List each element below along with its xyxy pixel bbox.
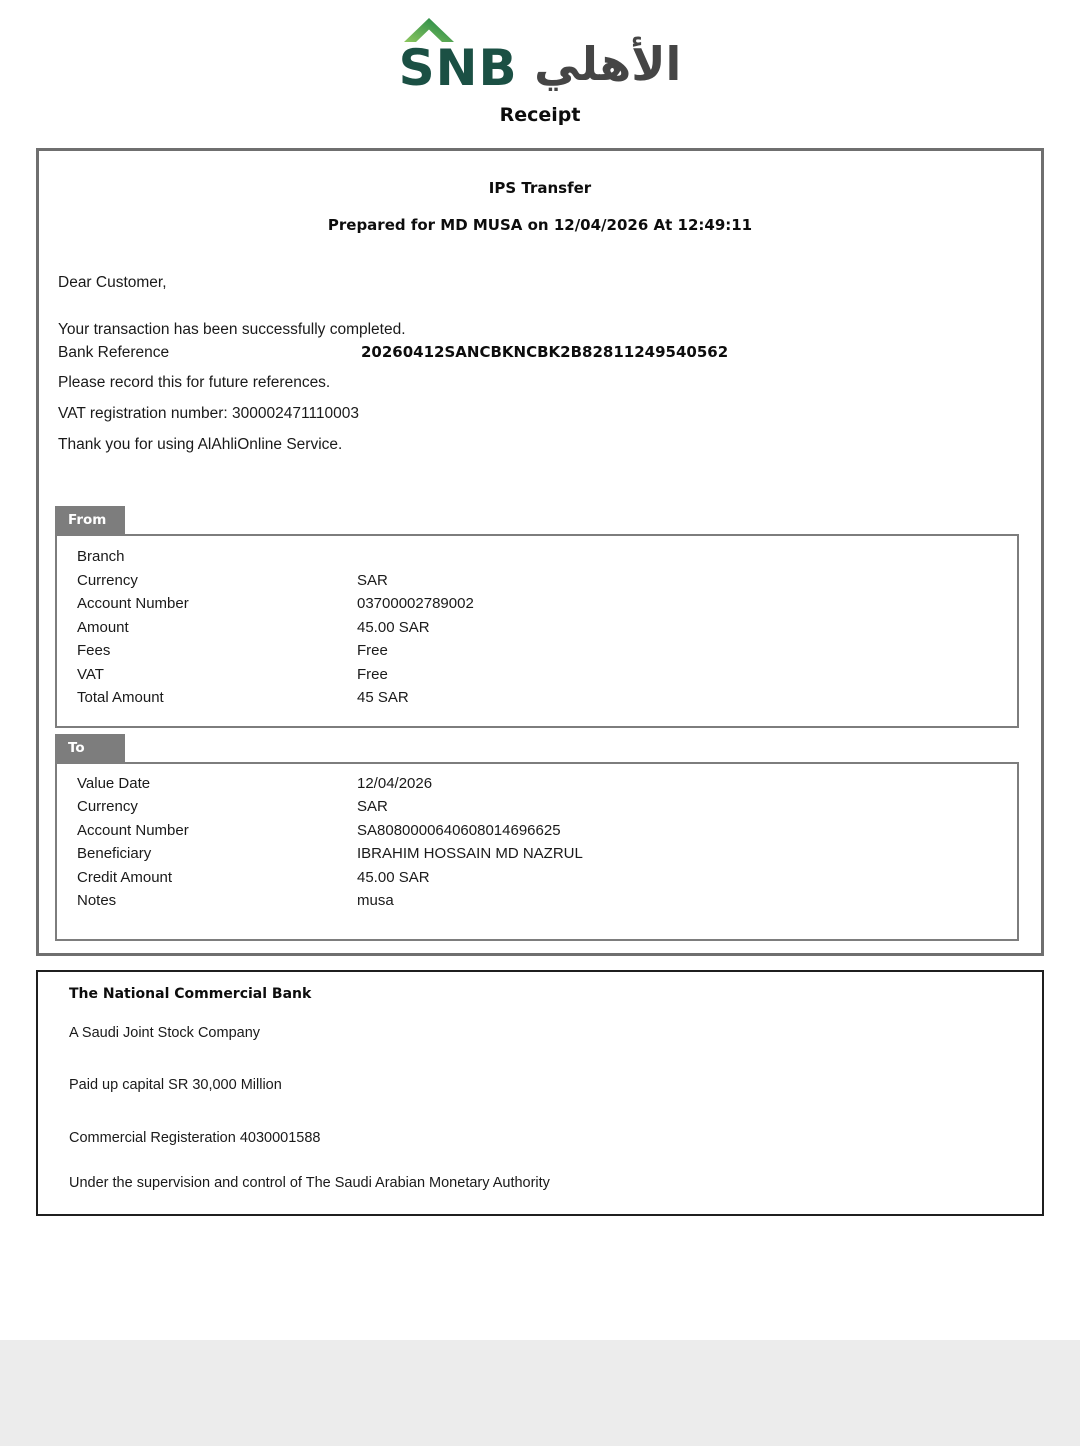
record-reminder-text: Please record this for future references. [58, 374, 331, 391]
field-label: Notes [77, 892, 117, 909]
field-label: Branch [77, 548, 125, 565]
thank-you-text: Thank you for using AlAhliOnline Service. [58, 436, 343, 453]
field-label: Credit Amount [77, 868, 173, 886]
from-section-box [55, 534, 1019, 728]
field-value: 45 SAR [357, 689, 409, 706]
field-label: Currency [77, 798, 138, 815]
vat-registration-text: VAT registration number: 300002471110003 [58, 405, 360, 422]
alahli-arabic-logo-text: الأهلي [534, 37, 682, 91]
field-value: 45.00 SAR [357, 618, 430, 636]
from-row-amount [57, 616, 1017, 640]
supervision-line: Under the supervision and control of The Saudi Arabian Monetary Authority [69, 1175, 550, 1191]
prepared-for-line: Prepared for MD MUSA on 12/04/2026 At 12:49:11 [327, 216, 753, 234]
bank-reference-label: Bank Reference [58, 344, 170, 361]
field-value [357, 545, 1017, 569]
field-value: Free [357, 665, 388, 683]
greeting-text: Dear Customer, [58, 274, 167, 291]
field-value: IBRAHIM HOSSAIN MD NAZRUL [357, 845, 583, 862]
to-row-notes [57, 889, 1017, 913]
to-row-account-number [57, 819, 1017, 843]
bank-reference-value: 20260412SANCBKNCBK2B82811249540562 [361, 343, 729, 361]
to-section-box [55, 762, 1019, 941]
receipt-main-box [36, 148, 1044, 956]
field-label: Total Amount [77, 689, 164, 706]
paid-up-capital-line: Paid up capital SR 30,000 Million [69, 1077, 282, 1093]
field-label: Amount [77, 618, 129, 636]
snb-bank-logo [398, 16, 682, 97]
to-row-beneficiary [57, 842, 1017, 866]
to-row-credit-amount [57, 866, 1017, 890]
bank-legal-info-box [36, 970, 1044, 1216]
from-row-vat [57, 663, 1017, 687]
field-label: Account Number [77, 821, 189, 839]
joint-stock-line: A Saudi Joint Stock Company [69, 1025, 261, 1041]
from-row-total-amount [57, 686, 1017, 710]
from-row-fees [57, 639, 1017, 663]
field-label: Currency [77, 571, 138, 589]
snb-logo-text: SNB [398, 39, 518, 97]
field-label: VAT [77, 665, 104, 683]
bank-reference-row [39, 343, 1041, 362]
from-row-currency [57, 569, 1017, 593]
field-value: 03700002789002 [357, 595, 474, 612]
from-section-tab: From [55, 506, 125, 534]
field-label: Value Date [77, 774, 151, 792]
to-row-value-date [57, 772, 1017, 796]
bank-legal-name: The National Commercial Bank [69, 986, 312, 1002]
to-section-tab: To [55, 734, 125, 762]
to-row-currency [57, 795, 1017, 819]
field-value: SAR [357, 571, 388, 589]
bottom-gray-band [0, 1340, 1080, 1446]
commercial-registration-line: Commercial Registeration 4030001588 [69, 1130, 321, 1146]
from-row-branch [57, 545, 1017, 569]
field-value: SAR [357, 798, 388, 815]
logo-container [0, 0, 1080, 102]
field-label: Account Number [77, 595, 189, 612]
field-value: 12/04/2026 [357, 774, 433, 792]
field-value: musa [357, 892, 394, 909]
field-label: Beneficiary [77, 845, 152, 862]
field-label: Fees [77, 642, 111, 659]
from-row-account-number [57, 592, 1017, 616]
transfer-type-heading: IPS Transfer [488, 179, 592, 197]
success-message: Your transaction has been successfully completed. [58, 321, 406, 338]
field-value: 45.00 SAR [357, 868, 430, 886]
field-value: Free [357, 642, 388, 659]
chevron-up-icon [403, 16, 455, 48]
page-title: Receipt [499, 104, 581, 126]
field-value: SA8080000640608014696625 [357, 821, 561, 839]
